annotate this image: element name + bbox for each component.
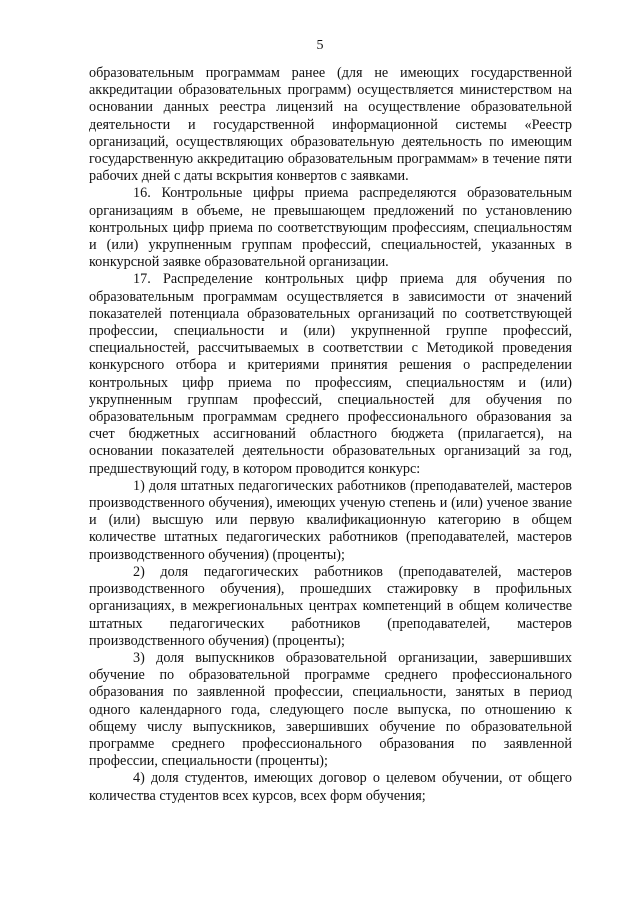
document-body: [89, 65, 572, 805]
paragraph-17: 17. Распределение контрольных цифр приема для обучения по образовательным программам осуществляется в зависимости от значений показателей потенциала образовательных организаций по соответствующей профессии, специальности и (или) укрупненной группе профессий, специальностей, рассчитываемых в соответствии с Методикой проведения конкурсного отбора и критериями принятия решения о распределении контрольных цифр приема по профессиям, специальностям и (или) укрупненным группам профессий, специальностей для обучения по образовательным программам среднего профессионального образования за счет бюджетных ассигнований областного бюджета (прилагается), на основании показателей деятельности образовательных организаций за год, предшествующий году, в котором проводится конкурс:: [89, 271, 572, 477]
paragraph-continuation: образовательным программам ранее (для не имеющих государственной аккредитации образовательных программ) осуществляется министерством на основании данных реестра лицензий на осуществление образовательной деятельности и государственной информационной системы «Реестр организаций, осуществляющих образовательную деятельность по имеющим государственную аккредитацию образовательным программам» в течение пяти рабочих дней с даты вскрытия конвертов с заявками.: [89, 65, 572, 185]
paragraph-16: 16. Контрольные цифры приема распределяются образовательным организациям в объеме, не превышающем предложений по установлению контрольных цифр приема по соответствующим профессиям, специальностям и (или) укрупненным группам профессий, специальностей, указанных в конкурсной заявке образовательной организации.: [89, 185, 572, 271]
list-item-3: 3) доля выпускников образовательной организации, завершивших обучение по образовательной программе среднего профессионального образования по заявленной профессии, специальности, занятых в период одного календарного года, следующего после выпуска, по отношению к общему числу выпускников, завершивших обучение по образовательной программе среднего профессионального образования по заявленной профессии, специальности (проценты);: [89, 649, 572, 770]
list-item-2: 2) доля педагогических работников (преподавателей, мастеров производственного обучения), прошедших стажировку в профильных организациях, в межрегиональных центрах компетенций в общем количестве штатных педагогических работников (преподавателей, мастеров производственного обучения) (проценты);: [89, 563, 572, 649]
list-item-4: 4) доля студентов, имеющих договор о целевом обучении, от общего количества студентов всех курсов, всех форм обучения;: [89, 770, 572, 804]
page-number: 5: [316, 38, 324, 53]
list-item-1: 1) доля штатных педагогических работников (преподавателей, мастеров производственного обучения), имеющих ученую степень и (или) ученое звание и (или) высшую или первую квалификационную категорию в общем количестве штатных педагогических работников (преподавателей, мастеров производственного обучения) (проценты);: [89, 477, 572, 563]
